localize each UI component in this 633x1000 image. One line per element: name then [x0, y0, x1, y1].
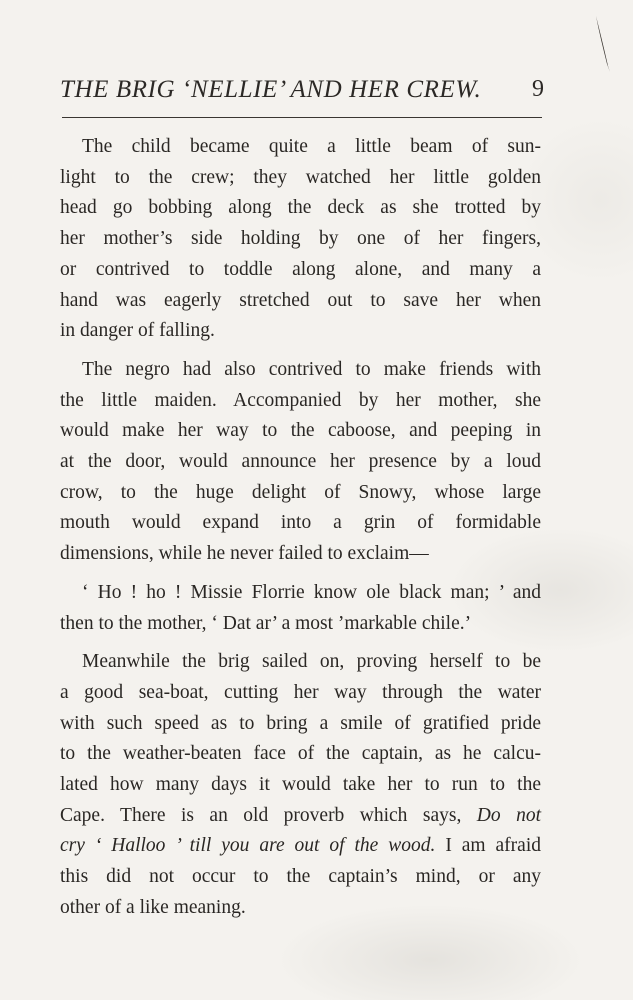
text-line: The negro had also contrived to make friends with [82, 358, 541, 380]
paragraph-3 [60, 578, 541, 639]
paragraph-1 [60, 132, 541, 347]
text-span: Cape. There is an old proverb which says, [60, 804, 477, 826]
text-line [60, 801, 541, 832]
text-line [60, 831, 541, 862]
text-line: would make her way to the caboose, and peeping in [60, 420, 541, 442]
header-rule [62, 117, 542, 118]
running-head [60, 76, 544, 108]
text-line: the little maiden. Accompanied by her mother, she [60, 389, 541, 411]
text-line: with such speed as to bring a smile of gratified pride [60, 712, 541, 734]
text-line: or contrived to toddle along alone, and many a [60, 258, 541, 280]
paragraph-2 [60, 355, 541, 570]
text-line: other of a like meaning. [60, 896, 246, 918]
text-line: at the door, would announce her presence by a loud [60, 451, 541, 473]
text-line: hand was eagerly stretched out to save her when [60, 289, 541, 311]
text-line: her mother’s side holding by one of her fingers, [60, 228, 541, 250]
text-line: a good sea-boat, cutting her way through the water [60, 681, 541, 703]
text-line: this did not occur to the captain’s mind, or any [60, 866, 541, 888]
text-line: The child became quite a little beam of sun- [82, 136, 541, 157]
paragraph-4 [60, 647, 541, 923]
text-line: ‘ Ho ! ho ! Missie Florrie know ole black man; ’ and [82, 581, 541, 603]
text-line: head go bobbing along the deck as she trotted by [60, 197, 541, 219]
italic-proverb-start: Do not [476, 804, 542, 826]
text-line: dimensions, while he never failed to exclaim— [60, 543, 429, 565]
text-line: mouth would expand into a grin of formidable [60, 512, 541, 534]
text-line: in danger of falling. [60, 320, 215, 342]
text-span: I am afraid [435, 835, 541, 857]
text-line: to the weather-beaten face of the captain, as he calcu- [60, 743, 541, 765]
text-line: crow, to the huge delight of Snowy, whose large [60, 481, 541, 503]
italic-proverb: cry ‘ Halloo ’ till you are out of the wood. [60, 835, 436, 857]
text-line: light to the crew; they watched her little golden [60, 166, 541, 188]
page-edge-mark [594, 14, 612, 74]
running-head-title: THE BRIG ‘NELLIE’ AND HER CREW. [60, 76, 482, 103]
body-text [60, 132, 541, 932]
text-line: then to the mother, ‘ Dat ar’ a most ’markable chile.’ [60, 612, 472, 634]
page-number: 9 [532, 76, 544, 102]
text-line: lated how many days it would take her to run to the [60, 774, 541, 796]
text-line: Meanwhile the brig sailed on, proving herself to be [82, 651, 541, 673]
